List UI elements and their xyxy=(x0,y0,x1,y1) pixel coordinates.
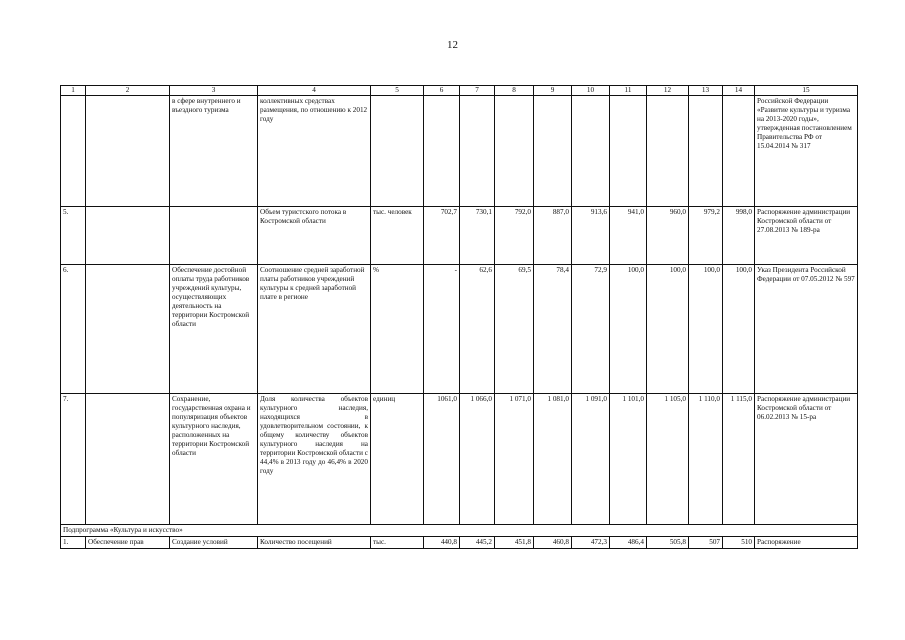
value-cell: 78,4 xyxy=(534,265,572,394)
value-cell: 440,8 xyxy=(424,537,460,549)
goal-cell: Обеспечение прав xyxy=(86,537,170,549)
column-header: 15 xyxy=(755,86,858,96)
task-cell: в сфере внутреннего и въездного туризма xyxy=(170,96,258,207)
value-cell: 72,9 xyxy=(572,265,610,394)
value-cell: 451,8 xyxy=(495,537,534,549)
value-cell xyxy=(723,96,755,207)
value-cell xyxy=(689,96,723,207)
value-cell xyxy=(647,96,689,207)
indicator-cell: Объем туристского потока в Костромской области xyxy=(258,207,371,265)
column-header: 14 xyxy=(723,86,755,96)
column-number-row xyxy=(61,86,858,96)
source-cell: Указ Президента Российской Федерации от 07.05.2012 № 597 xyxy=(755,265,858,394)
value-cell xyxy=(424,96,460,207)
subprogram-title: Подпрограмма «Культура и искусство» xyxy=(61,525,858,537)
value-cell: 486,4 xyxy=(610,537,647,549)
value-cell: 1 091,0 xyxy=(572,394,610,525)
value-cell: 505,8 xyxy=(647,537,689,549)
column-header: 1 xyxy=(61,86,86,96)
goal-cell xyxy=(86,394,170,525)
value-cell: 998,0 xyxy=(723,207,755,265)
value-cell xyxy=(610,96,647,207)
value-cell: - xyxy=(424,265,460,394)
value-cell: 887,0 xyxy=(534,207,572,265)
table-row xyxy=(61,394,858,525)
value-cell: 1 066,0 xyxy=(460,394,495,525)
value-cell xyxy=(572,96,610,207)
value-cell: 1 101,0 xyxy=(610,394,647,525)
column-header: 12 xyxy=(647,86,689,96)
value-cell: 62,6 xyxy=(460,265,495,394)
task-cell xyxy=(170,207,258,265)
unit-cell: тыс. xyxy=(371,537,424,549)
table-row xyxy=(61,537,858,549)
value-cell xyxy=(495,96,534,207)
table-row xyxy=(61,207,858,265)
value-cell xyxy=(534,96,572,207)
source-cell: Российской Федерации «Развитие культуры и туризма на 2013-2020 годы», утвержденная постановлением Правительства РФ от 15.04.2014 № 317 xyxy=(755,96,858,207)
column-header: 10 xyxy=(572,86,610,96)
value-cell: 913,6 xyxy=(572,207,610,265)
value-cell: 472,3 xyxy=(572,537,610,549)
value-cell: 1061,0 xyxy=(424,394,460,525)
unit-cell xyxy=(371,96,424,207)
value-cell: 1 110,0 xyxy=(689,394,723,525)
table-row xyxy=(61,96,858,207)
subprogram-row xyxy=(61,525,858,537)
row-number: 1. xyxy=(61,537,86,549)
goal-cell xyxy=(86,265,170,394)
source-cell: Распоряжение администрации Костромской области от 27.08.2013 № 189-ра xyxy=(755,207,858,265)
unit-cell: единиц xyxy=(371,394,424,525)
unit-cell: % xyxy=(371,265,424,394)
task-cell: Создание условий xyxy=(170,537,258,549)
value-cell: 1 081,0 xyxy=(534,394,572,525)
column-header: 13 xyxy=(689,86,723,96)
column-header: 9 xyxy=(534,86,572,96)
column-header: 3 xyxy=(170,86,258,96)
indicator-cell: коллективных средствах размещения, по отношению к 2012 году xyxy=(258,96,371,207)
value-cell: 1 115,0 xyxy=(723,394,755,525)
value-cell: 445,2 xyxy=(460,537,495,549)
table-row xyxy=(61,265,858,394)
indicators-table xyxy=(60,85,858,549)
value-cell: 702,7 xyxy=(424,207,460,265)
value-cell: 1 105,0 xyxy=(647,394,689,525)
indicator-cell: Количество посещений xyxy=(258,537,371,549)
goal-cell xyxy=(86,207,170,265)
value-cell: 507 xyxy=(689,537,723,549)
goal-cell xyxy=(86,96,170,207)
page-number: 12 xyxy=(447,39,458,51)
value-cell: 510 xyxy=(723,537,755,549)
value-cell: 960,0 xyxy=(647,207,689,265)
value-cell: 100,0 xyxy=(610,265,647,394)
task-cell: Сохранение, государственная охрана и популяризация объектов культурного наследия, расположенных на территории Костромской области xyxy=(170,394,258,525)
value-cell xyxy=(460,96,495,207)
value-cell: 100,0 xyxy=(723,265,755,394)
column-header: 11 xyxy=(610,86,647,96)
source-cell: Распоряжение xyxy=(755,537,858,549)
value-cell: 460,8 xyxy=(534,537,572,549)
indicator-cell: Соотношение средней заработной платы работников учреждений культуры к средней заработной плате в регионе xyxy=(258,265,371,394)
indicator-cell: Доля количества объектов культурного наследия, находящихся в удовлетворительном состоянии, к общему количеству объектов культурного наследия на территории Костромской области с 44,4% в 2013 году до 46,4% в 2020 году xyxy=(258,394,371,525)
column-header: 8 xyxy=(495,86,534,96)
value-cell: 69,5 xyxy=(495,265,534,394)
row-number xyxy=(61,96,86,207)
column-header: 5 xyxy=(371,86,424,96)
column-header: 4 xyxy=(258,86,371,96)
column-header: 2 xyxy=(86,86,170,96)
value-cell: 100,0 xyxy=(647,265,689,394)
value-cell: 941,0 xyxy=(610,207,647,265)
task-cell: Обеспечение достойной оплаты труда работников учреждений культуры, осуществляющих деятельность на территории Костромской области xyxy=(170,265,258,394)
value-cell: 979,2 xyxy=(689,207,723,265)
value-cell: 100,0 xyxy=(689,265,723,394)
column-header: 6 xyxy=(424,86,460,96)
value-cell: 1 071,0 xyxy=(495,394,534,525)
row-number: 5. xyxy=(61,207,86,265)
value-cell: 792,0 xyxy=(495,207,534,265)
row-number: 6. xyxy=(61,265,86,394)
column-header: 7 xyxy=(460,86,495,96)
source-cell: Распоряжение администрации Костромской области от 06.02.2013 № 15-ра xyxy=(755,394,858,525)
unit-cell: тыс. человек xyxy=(371,207,424,265)
value-cell: 730,1 xyxy=(460,207,495,265)
row-number: 7. xyxy=(61,394,86,525)
